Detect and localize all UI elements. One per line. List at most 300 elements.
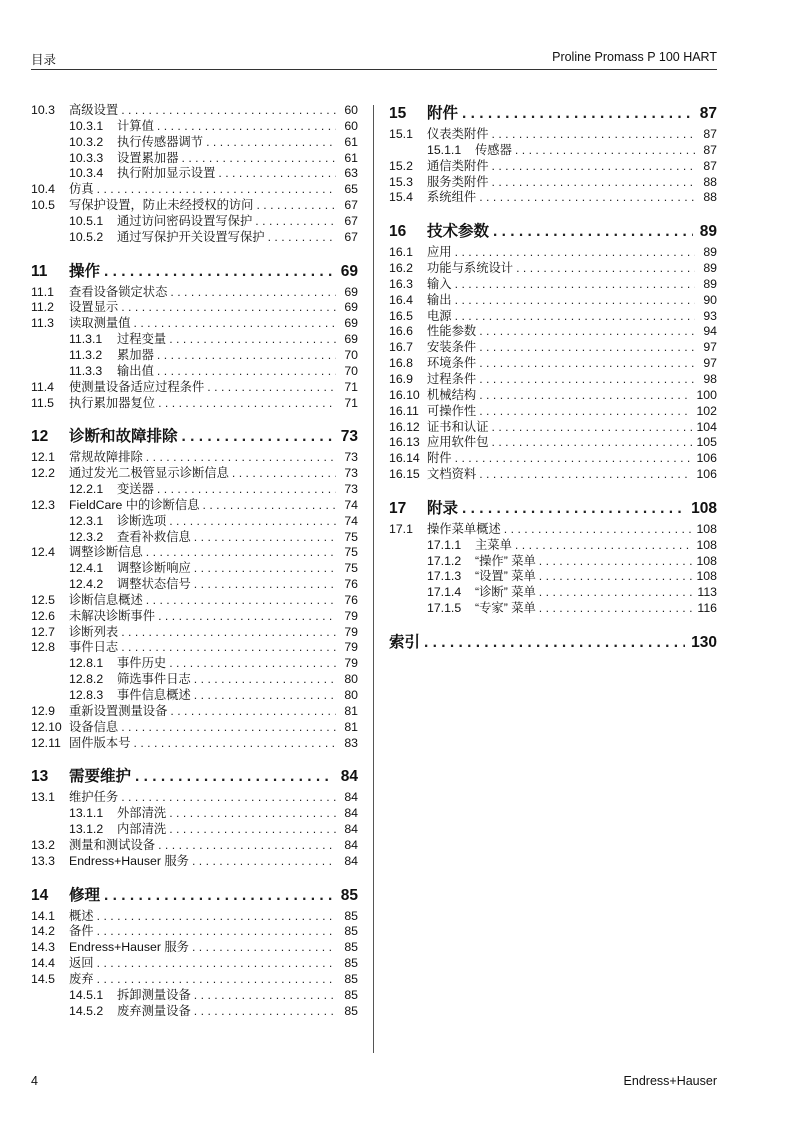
toc-dot-leader [516, 261, 695, 277]
toc-entry-title: 执行附加显示设置 [117, 166, 216, 181]
toc-entry-title: 常规故障排除 [69, 450, 143, 465]
toc-dot-leader [256, 198, 336, 214]
toc-dot-leader [121, 640, 336, 656]
toc-dot-leader [135, 766, 334, 788]
toc-entry-number: 11.4 [31, 379, 55, 394]
toc-dot-leader [158, 838, 336, 854]
toc-dot-leader [268, 230, 336, 246]
toc-section-entry[interactable] [31, 924, 358, 940]
toc-subsection-entry[interactable] [31, 135, 358, 151]
toc-entry-title: 修理 [69, 886, 101, 904]
toc-subsection-entry[interactable] [389, 538, 717, 554]
toc-entry-number: 15.2 [389, 158, 413, 173]
toc-section-entry[interactable] [31, 625, 358, 641]
toc-chapter-heading[interactable] [31, 426, 358, 448]
toc-dot-leader [455, 277, 695, 293]
toc-chapter-heading[interactable] [389, 498, 717, 520]
toc-dot-leader [104, 261, 334, 283]
toc-entry-number: 14.1 [31, 908, 55, 923]
toc-dot-leader [232, 466, 336, 482]
toc-subsection-entry[interactable] [389, 143, 717, 159]
toc-section-entry[interactable] [389, 127, 717, 143]
page-footer [31, 1074, 717, 1092]
toc-section-entry[interactable] [389, 420, 717, 436]
toc-section-entry[interactable] [31, 940, 358, 956]
toc-entry-title: 电源 [427, 308, 452, 323]
toc-entry-title: 附件 [427, 105, 459, 122]
toc-page-number: 71 [344, 379, 358, 394]
toc-dot-leader [218, 166, 336, 182]
toc-page-number: 73 [344, 482, 358, 497]
toc-section-entry[interactable] [31, 103, 358, 119]
toc-dot-leader [97, 909, 336, 925]
toc-section-entry[interactable] [389, 388, 717, 404]
toc-page-number: 73 [344, 466, 358, 481]
toc-dot-leader [255, 214, 336, 230]
toc-entry-number: 16.12 [389, 419, 420, 434]
toc-chapter-heading[interactable] [31, 885, 358, 907]
toc-page-number: 67 [344, 213, 358, 228]
toc-chapter-heading[interactable] [389, 103, 717, 125]
toc-entry-number: 15.1.1 [427, 142, 462, 157]
toc-dot-leader [192, 854, 336, 870]
toc-dot-leader [194, 577, 336, 593]
toc-section-entry[interactable] [389, 435, 717, 451]
toc-dot-leader [169, 822, 336, 838]
toc-dot-leader [182, 151, 337, 167]
toc-subsection-entry[interactable] [31, 656, 358, 672]
toc-subsection-entry[interactable] [31, 364, 358, 380]
toc-section-entry[interactable] [389, 356, 717, 372]
toc-dot-leader [157, 482, 336, 498]
toc-section-entry[interactable] [31, 972, 358, 988]
toc-entry-number: 16.5 [389, 308, 413, 323]
toc-entry-title: 过程条件 [427, 371, 477, 386]
toc-section-entry[interactable] [31, 736, 358, 752]
toc-entry-title: 附录 [427, 499, 459, 517]
toc-dot-leader [194, 561, 336, 577]
toc-subsection-entry[interactable] [31, 1004, 358, 1020]
toc-dot-leader [194, 1004, 336, 1020]
toc-entry-title: 诊断选项 [117, 513, 167, 528]
toc-section-entry[interactable] [389, 277, 717, 293]
toc-entry-number: 12.11 [31, 735, 61, 750]
toc-entry-title: 服务类附件 [427, 174, 489, 189]
toc-section-entry[interactable] [389, 159, 717, 175]
toc-section-entry[interactable] [31, 182, 358, 198]
toc-entry-number: 12.8.2 [69, 672, 104, 687]
toc-section-entry[interactable] [31, 300, 358, 316]
toc-entry-title: 诊断列表 [69, 624, 119, 639]
toc-page-number: 84 [344, 853, 358, 868]
toc-dot-leader [169, 656, 336, 672]
toc-dot-leader [504, 522, 693, 538]
toc-dot-leader [134, 736, 337, 752]
toc-chapter-heading[interactable] [389, 221, 717, 243]
toc-entry-number: 16.9 [389, 371, 413, 386]
toc-dot-leader [170, 285, 336, 301]
footer-brand: Endress+Hauser [623, 1074, 717, 1088]
toc-left-column [31, 103, 358, 1020]
toc-subsection-entry[interactable] [31, 988, 358, 1004]
toc-entry-title: 输入 [427, 276, 452, 291]
toc-dot-leader [479, 340, 695, 356]
toc-subsection-entry[interactable] [31, 530, 358, 546]
toc-entry-number: 15.1 [389, 127, 413, 141]
toc-entry-title: 事件信息概述 [117, 688, 191, 702]
toc-dot-leader [479, 467, 692, 483]
toc-entry-number: 16.1 [389, 245, 413, 260]
toc-entry-title: 证书和认证 [427, 419, 489, 434]
toc-dot-leader [479, 324, 695, 340]
header-rule [31, 69, 717, 70]
toc-page-number: 75 [344, 529, 358, 544]
toc-entry-number: 17.1 [389, 521, 413, 536]
toc-entry-title: 重新设置测量设备 [69, 703, 168, 718]
toc-entry-number: 17 [389, 499, 407, 517]
toc-entry-number: 10.3 [31, 103, 55, 117]
toc-section-entry[interactable] [389, 190, 717, 206]
toc-page-number: 108 [696, 553, 717, 568]
toc-entry-title: 设备信息 [69, 719, 119, 734]
toc-section-entry[interactable] [389, 309, 717, 325]
toc-entry-title: 使测量设备适应过程条件 [69, 379, 205, 394]
toc-dot-leader [192, 940, 336, 956]
toc-section-entry[interactable] [31, 498, 358, 514]
toc-section-entry[interactable] [389, 175, 717, 191]
toc-entry-number: 13.1.1 [69, 806, 104, 821]
toc-page-number: 108 [696, 537, 717, 552]
toc-entry-title: 备件 [69, 924, 94, 939]
toc-dot-leader [455, 451, 693, 467]
toc-subsection-entry[interactable] [31, 482, 358, 498]
header-product-name: Proline Promass P 100 HART [552, 50, 717, 64]
toc-entry-title: 主菜单 [475, 537, 512, 552]
toc-entry-number: 14.2 [31, 924, 55, 939]
toc-subsection-entry[interactable] [31, 332, 358, 348]
toc-dot-leader [539, 554, 693, 570]
toc-page-number: 85 [344, 956, 358, 971]
toc-entry-title: 固件版本号 [69, 735, 131, 750]
toc-entry-number: 11.2 [31, 300, 55, 315]
toc-entry-title: 通过访问密码设置写保护 [117, 213, 253, 228]
toc-chapter-heading[interactable] [389, 632, 717, 654]
toc-section-entry[interactable] [389, 293, 717, 309]
toc-entry-number: 12.8 [31, 640, 55, 655]
toc-page-number: 90 [703, 292, 717, 307]
toc-entry-number: 12 [31, 428, 49, 446]
toc-entry-title: 传感器 [475, 142, 512, 157]
toc-entry-title: 计算值 [117, 118, 154, 133]
toc-entry-title: 诊断信息概述 [69, 592, 143, 607]
toc-section-entry[interactable] [389, 467, 717, 483]
toc-section-entry[interactable] [31, 396, 358, 412]
toc-section-entry[interactable] [31, 316, 358, 332]
toc-entry-number: 17.1.2 [427, 553, 462, 568]
toc-dot-leader [493, 221, 693, 243]
toc-entry-number: 11.3.1 [69, 332, 103, 347]
toc-dot-leader [194, 688, 336, 704]
toc-dot-leader [492, 159, 696, 175]
toc-dot-leader [455, 245, 695, 261]
toc-section-entry[interactable] [31, 704, 358, 720]
toc-entry-number: 12.2.1 [69, 482, 104, 497]
toc-entry-title: 设置显示 [69, 300, 119, 315]
toc-section-entry[interactable] [389, 324, 717, 340]
toc-entry-number: 16.14 [389, 451, 420, 466]
toc-dot-leader [515, 538, 693, 554]
toc-dot-leader [479, 356, 695, 372]
toc-dot-leader [539, 585, 694, 601]
header-section-title: 目录 [31, 53, 57, 67]
toc-entry-title: 环境条件 [427, 356, 477, 371]
toc-page-number: 89 [703, 276, 717, 291]
toc-dot-leader [424, 632, 685, 654]
toc-entry-number: 12.1 [31, 450, 55, 465]
toc-page-number: 61 [344, 150, 358, 165]
toc-section-entry[interactable] [31, 466, 358, 482]
toc-entry-number: 16.4 [389, 292, 413, 307]
toc-dot-leader [134, 316, 337, 332]
toc-section-entry[interactable] [31, 838, 358, 854]
toc-page-number: 84 [344, 806, 358, 821]
toc-dot-leader [492, 175, 696, 191]
toc-dot-leader [492, 435, 693, 451]
toc-entry-number: 12.10 [31, 719, 62, 734]
toc-subsection-entry[interactable] [31, 151, 358, 167]
toc-page-number: 97 [703, 356, 717, 371]
toc-entry-title: 附件 [427, 451, 452, 466]
toc-subsection-entry[interactable] [31, 806, 358, 822]
toc-section-entry[interactable] [389, 245, 717, 261]
toc-page-number: 69 [344, 300, 358, 315]
toc-entry-title: 设置累加器 [117, 150, 179, 165]
toc-entry-title: FieldCare 中的诊断信息 [69, 497, 200, 512]
toc-entry-title: 拆卸测量设备 [117, 987, 191, 1002]
toc-entry-title: 仿真 [69, 182, 94, 197]
toc-section-entry[interactable] [31, 956, 358, 972]
toc-entry-title: 输出 [427, 292, 452, 307]
toc-dot-leader [169, 332, 336, 348]
toc-entry-title: 系统组件 [427, 190, 477, 205]
toc-page-number: 79 [344, 608, 358, 623]
toc-section-entry[interactable] [31, 609, 358, 625]
toc-entry-title: 事件历史 [117, 656, 167, 671]
toc-page-number: 87 [703, 142, 717, 157]
toc-page-number: 98 [703, 371, 717, 386]
toc-section-entry[interactable] [31, 380, 358, 396]
toc-entry-title: 变送器 [117, 482, 154, 497]
toc-entry-title: 操作 [69, 262, 101, 280]
toc-subsection-entry[interactable] [31, 672, 358, 688]
toc-dot-leader [169, 514, 336, 530]
toc-entry-number: 10.3.2 [69, 134, 104, 149]
toc-entry-number: 10.4 [31, 182, 55, 197]
toc-section-entry[interactable] [31, 854, 358, 870]
toc-entry-title: 查看设备锁定状态 [69, 284, 168, 299]
toc-subsection-entry[interactable] [31, 348, 358, 364]
toc-entry-number: 16.13 [389, 435, 420, 450]
toc-dot-leader [157, 364, 336, 380]
toc-entry-number: 16.7 [389, 340, 413, 355]
toc-page-number: 70 [344, 363, 358, 378]
toc-dot-leader [479, 190, 695, 206]
toc-page-number: 74 [344, 497, 358, 512]
toc-entry-number: 16.15 [389, 467, 420, 482]
toc-subsection-entry[interactable] [31, 166, 358, 182]
toc-chapter-heading[interactable] [31, 261, 358, 283]
toc-entry-title: 操作菜单概述 [427, 521, 501, 536]
toc-dot-leader [169, 806, 336, 822]
toc-dot-leader [146, 545, 336, 561]
toc-entry-title: Endress+Hauser 服务 [69, 940, 189, 955]
toc-dot-leader [157, 348, 336, 364]
footer-page-number: 4 [31, 1074, 38, 1088]
toc-entry-title: “设置” 菜单 [475, 569, 536, 584]
toc-page-number: 89 [703, 245, 717, 260]
toc-dot-leader [97, 972, 336, 988]
toc-page-number: 85 [344, 908, 358, 923]
toc-page-number: 104 [696, 419, 717, 434]
toc-page-number: 88 [703, 190, 717, 205]
toc-dot-leader [104, 885, 334, 907]
page-header [31, 50, 717, 68]
toc-subsection-entry[interactable] [31, 688, 358, 704]
toc-entry-title: 筛选事件日志 [117, 672, 191, 687]
toc-entry-number: 11.3.2 [69, 347, 103, 362]
toc-section-entry[interactable] [31, 720, 358, 736]
toc-entry-title: 返回 [69, 956, 94, 971]
toc-dot-leader [170, 704, 336, 720]
toc-subsection-entry[interactable] [389, 569, 717, 585]
toc-entry-title: 外部清洗 [117, 806, 167, 821]
toc-page-number: 76 [344, 577, 358, 592]
toc-subsection-entry[interactable] [389, 554, 717, 570]
toc-entry-title: 过程变量 [117, 332, 167, 347]
toc-dot-leader [462, 498, 685, 520]
toc-entry-number: 11.3.3 [69, 363, 103, 378]
toc-entry-number: 10.3.3 [69, 150, 104, 165]
toc-entry-number: 12.5 [31, 592, 55, 607]
toc-entry-title: 执行累加器复位 [69, 395, 156, 410]
toc-section-entry[interactable] [31, 790, 358, 806]
toc-section-entry[interactable] [389, 261, 717, 277]
toc-page-number: 69 [344, 316, 358, 331]
toc-page-number: 108 [691, 499, 717, 517]
toc-section-entry[interactable] [31, 450, 358, 466]
toc-subsection-entry[interactable] [31, 822, 358, 838]
toc-entry-title: 调整诊断信息 [69, 545, 143, 560]
toc-page-number: 89 [703, 261, 717, 276]
toc-entry-number: 10.5.1 [69, 213, 104, 228]
toc-entry-number: 10.3.1 [69, 118, 104, 133]
toc-subsection-entry[interactable] [31, 577, 358, 593]
toc-dot-leader [121, 300, 336, 316]
toc-entry-number: 12.3.1 [69, 513, 104, 528]
toc-entry-title: 维护任务 [69, 790, 119, 805]
toc-entry-title: 通信类附件 [427, 158, 489, 173]
toc-subsection-entry[interactable] [31, 119, 358, 135]
toc-entry-number: 16.2 [389, 261, 413, 276]
toc-entry-title: 技术参数 [427, 223, 490, 241]
toc-entry-number: 12.3 [31, 497, 55, 512]
toc-page-number: 67 [344, 198, 358, 213]
toc-subsection-entry[interactable] [31, 214, 358, 230]
toc-section-entry[interactable] [389, 451, 717, 467]
toc-section-entry[interactable] [389, 340, 717, 356]
toc-page-number: 108 [696, 569, 717, 584]
toc-page-number: 80 [344, 688, 358, 702]
toc-page-number: 106 [696, 451, 717, 466]
toc-section-entry[interactable] [389, 404, 717, 420]
toc-entry-title: 应用 [427, 245, 452, 260]
toc-subsection-entry[interactable] [389, 601, 717, 617]
toc-entry-number: 15 [389, 105, 407, 122]
toc-page-number: 75 [344, 561, 358, 576]
toc-page-number: 73 [340, 428, 358, 446]
toc-entry-title: 测量和测试设备 [69, 837, 156, 852]
toc-subsection-entry[interactable] [31, 514, 358, 530]
toc-page-number: 74 [344, 513, 358, 528]
toc-page-number: 65 [344, 182, 358, 197]
toc-dot-leader [479, 388, 692, 404]
toc-section-entry[interactable] [31, 198, 358, 214]
toc-dot-leader [97, 956, 336, 972]
toc-subsection-entry[interactable] [31, 561, 358, 577]
toc-section-entry[interactable] [31, 909, 358, 925]
toc-dot-leader [194, 988, 336, 1004]
toc-page-number: 84 [344, 837, 358, 852]
toc-section-entry[interactable] [389, 522, 717, 538]
toc-subsection-entry[interactable] [31, 230, 358, 246]
toc-entry-number: 12.4.1 [69, 561, 104, 576]
toc-entry-number: 16.10 [389, 387, 420, 402]
toc-entry-number: 13.1 [31, 790, 55, 805]
toc-dot-leader [492, 420, 693, 436]
toc-entry-title: 查看补救信息 [117, 529, 191, 544]
toc-dot-leader [121, 790, 336, 806]
toc-page-number: 87 [703, 127, 717, 141]
toc-subsection-entry[interactable] [389, 585, 717, 601]
toc-section-entry[interactable] [31, 593, 358, 609]
toc-entry-title: 仪表类附件 [427, 127, 489, 141]
toc-entry-number: 12.6 [31, 608, 55, 623]
toc-page-number: 97 [703, 340, 717, 355]
toc-entry-number: 14 [31, 886, 49, 904]
toc-page-number: 60 [344, 103, 358, 117]
toc-page-number: 79 [344, 624, 358, 639]
toc-page-number: 67 [344, 229, 358, 244]
toc-section-entry[interactable] [389, 372, 717, 388]
toc-entry-title: 通过写保护开关设置写保护 [117, 229, 265, 244]
toc-page-number: 108 [696, 521, 717, 536]
toc-entry-title: 通过发光二极管显示诊断信息 [69, 466, 229, 481]
toc-page-number: 81 [344, 719, 358, 734]
toc-section-entry[interactable] [31, 640, 358, 656]
toc-section-entry[interactable] [31, 285, 358, 301]
toc-entry-number: 15.3 [389, 174, 413, 189]
toc-entry-number: 13.1.2 [69, 822, 104, 837]
toc-dot-leader [97, 924, 336, 940]
toc-dot-leader [462, 103, 693, 125]
toc-entry-number: 12.8.1 [69, 656, 104, 671]
toc-chapter-heading[interactable] [31, 766, 358, 788]
toc-page-number: 69 [344, 332, 358, 347]
toc-page-number: 84 [340, 768, 358, 786]
toc-entry-title: 读取测量值 [69, 316, 131, 331]
toc-section-entry[interactable] [31, 545, 358, 561]
toc-entry-title: 累加器 [117, 347, 154, 362]
